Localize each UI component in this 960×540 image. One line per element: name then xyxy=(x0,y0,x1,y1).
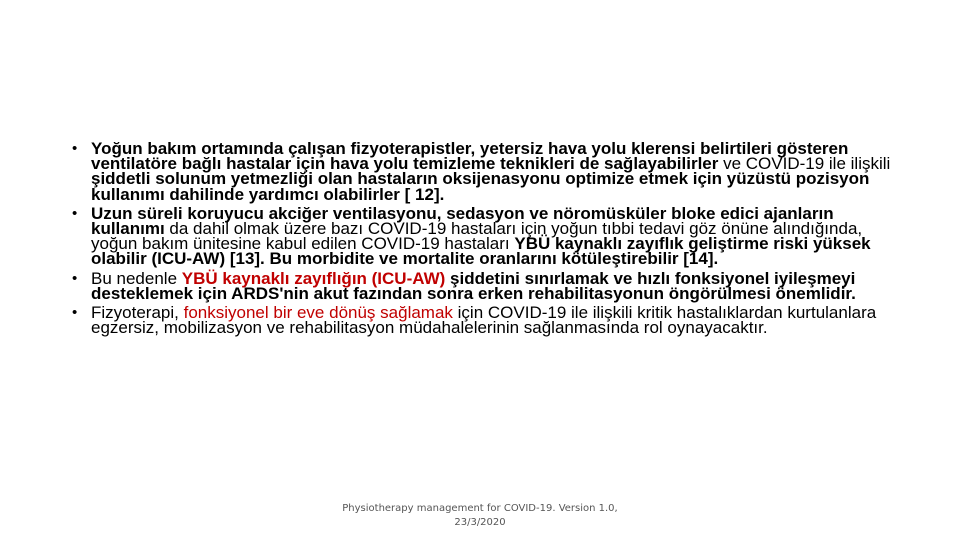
bullet-2-part-3: YBÜ kaynaklı zayıflık geliştirme riski yüksek olabilir (ICU-AW) [13]. Bu morbidite ve mortalite oranlarını kötüleştirebilir [14]. xyxy=(91,234,871,269)
bullet-4-part-1: Fizyoterapi, xyxy=(91,303,184,323)
bullet-4-part-3: için COVID-19 ile ilişkili kritik hastalıklardan kurtulanlara egzersiz, mobilizasyon ve rehabilitasyon müdahalelerinin sağlanmasında rol oynayacaktır. xyxy=(91,303,877,338)
bullet-icon: • xyxy=(72,304,78,322)
bullet-3-part-3: şiddetini sınırlamak ve hızlı fonksiyonel iyileşmeyi desteklemek için ARDS'nin akut fazından sonra erken rehabilitasyonun öngörülmesi önemlidir. xyxy=(91,268,856,303)
bullet-1-part-2: ve COVID-19 ile ilişkili xyxy=(723,154,891,174)
footer-date: 23/3/2020 xyxy=(454,517,506,528)
footer-citation: Physiotherapy management for COVID-19. Version 1.0, xyxy=(342,503,618,514)
bullet-item-1 xyxy=(72,141,892,202)
bullet-item-4 xyxy=(72,303,892,338)
bullet-icon: • xyxy=(72,204,78,222)
bullet-list xyxy=(72,141,892,339)
bullet-1-part-3: şiddetli solunum yetmezliği olan hastaların oksijenasyonu optimize etmek için yüzüstü pozisyon kullanımı dahilinde yardımcı olabilirler [ 12]. xyxy=(91,169,870,204)
bullet-icon: • xyxy=(72,269,78,287)
bullet-4-part-2: fonksiyonel bir eve dönüş sağlamak xyxy=(183,303,453,323)
bullet-icon: • xyxy=(72,140,78,157)
bullet-2-part-1: Uzun süreli koruyucu akciğer ventilasyonu, sedasyon ve nöromüsküler bloke edici ajanların kullanımı xyxy=(91,203,834,239)
bullet-item-2 xyxy=(72,203,892,269)
bullet-1-part-1: Yoğun bakım ortamında çalışan fizyoterapistler, yetersiz hava yolu klerensi belirtileri gösteren ventilatöre bağlı hastalar için hava yolu temizleme teknikleri de sağlayabilirler xyxy=(91,139,849,174)
bullet-2-part-2: da dahil olmak üzere bazı COVID-19 hastaları için yoğun tıbbi tedavi göz önüne alındığında, yoğun bakım ünitesine kabul edilen COVID-19 hastaları xyxy=(91,219,863,254)
slide-footer xyxy=(330,502,630,530)
bullet-item-3 xyxy=(72,268,892,303)
bullet-3-part-1: Bu nedenle xyxy=(91,268,182,288)
bullet-3-part-2: YBÜ kaynaklı zayıflığın (ICU-AW) xyxy=(181,268,451,288)
